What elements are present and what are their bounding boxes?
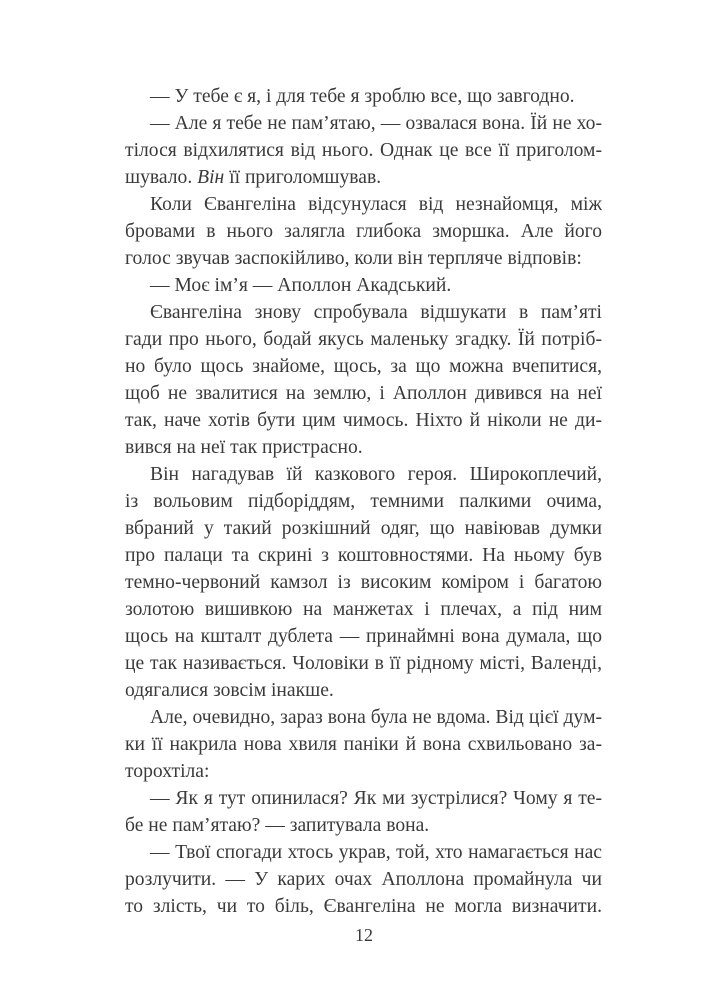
text-run: ки її накрила нова хвиля паніки й вона схвильовано за- [125, 734, 602, 755]
text-run: — Твої спогади хтось украв, той, хто намагається нас [150, 842, 602, 863]
text-run: бе не пам’ятаю? — запитувала вона. [125, 815, 430, 836]
text-line [125, 191, 602, 218]
text-line [125, 164, 602, 191]
text-run: Коли Євангеліна відсунулася від незнайомця, між [150, 194, 602, 215]
text-line [125, 623, 602, 650]
text-run: одягалися зовсім інакше. [125, 680, 334, 701]
text-run: її приголомшував. [224, 167, 382, 188]
text-run: тілося відхилятися від нього. Однак це все її приголом- [125, 140, 602, 161]
text-run: це так називається. Чоловіки в її рідному місті, Валенді, [125, 653, 602, 674]
text-run: бровами в нього залягла глибока зморшка. Але його [125, 221, 602, 242]
text-line [125, 596, 602, 623]
text-run: — Як я тут опинилася? Як ми зустрілися? Чому я те- [150, 788, 602, 809]
text-line [125, 326, 602, 353]
text-line [125, 569, 602, 596]
text-line [125, 299, 602, 326]
text-run: золотою вишивкою на манжетах і плечах, а під ним [125, 599, 602, 620]
text-run: темно-червоний камзол із високим коміром і багатою [125, 572, 602, 593]
text-line [125, 542, 602, 569]
text-run: голос звучав заспокійливо, коли він терпляче відповів: [125, 248, 582, 269]
text-line [125, 785, 602, 812]
text-run: Але, очевидно, зараз вона була не вдома. Від цієї дум- [150, 707, 602, 728]
text-line [125, 515, 602, 542]
text-run: торохтіла: [125, 761, 210, 782]
text-run: то злість, чи то біль, Євангеліна не могла визначити. [125, 896, 602, 917]
text-line [125, 407, 602, 434]
text-line [125, 272, 602, 299]
text-line [125, 110, 602, 137]
text-line [125, 353, 602, 380]
text-line [125, 758, 602, 785]
text-run: — Але я тебе не пам’ятаю, — озвалася вона. Їй не хо- [150, 113, 602, 134]
text-run: гади про нього, бодай якусь маленьку згадку. Їй потріб- [125, 329, 602, 350]
text-run: щоб не звалитися на землю, і Аполлон дивився на неї [125, 383, 602, 404]
text-line [125, 218, 602, 245]
text-line [125, 488, 602, 515]
text-line [125, 893, 602, 920]
text-run: вбраний у такий розкішний одяг, що навіював думки [125, 518, 602, 539]
text-line [125, 812, 602, 839]
page-number: 12 [355, 925, 373, 945]
text-run: Євангеліна знову спробувала відшукати в пам’яті [150, 302, 602, 323]
text-line [125, 380, 602, 407]
text-line [125, 650, 602, 677]
text-line [125, 137, 602, 164]
text-run: про палаци та скрині з коштовностями. На ньому був [125, 545, 602, 566]
text-run: вився на неї так пристрасно. [125, 437, 363, 458]
text-line [125, 245, 602, 272]
text-run: так, наче хотів бути цим чимось. Ніхто й ніколи не ди- [125, 410, 602, 431]
text-run: щось на кшталт дублета — принаймні вона думала, що [125, 626, 602, 647]
page-body-text [125, 83, 602, 920]
text-line [125, 434, 602, 461]
text-run: — Моє ім’я — Аполлон Акадський. [150, 275, 452, 296]
text-run: із вольовим підборіддям, темними палкими очима, [125, 491, 602, 512]
text-run: шувало. [125, 167, 198, 188]
text-line [125, 866, 602, 893]
text-line [125, 677, 602, 704]
text-line [125, 704, 602, 731]
text-line [125, 731, 602, 758]
text-line [125, 83, 602, 110]
italic-text-run: Він [197, 167, 225, 188]
text-line [125, 839, 602, 866]
text-line [125, 461, 602, 488]
text-run: — У тебе є я, і для тебе я зроблю все, що завгодно. [150, 86, 575, 107]
text-run: Він нагадував їй казкового героя. Широкоплечий, [150, 464, 602, 485]
text-run: розлучити. — У карих очах Аполлона промайнула чи [125, 869, 602, 890]
text-run: но було щось знайоме, щось, за що можна вчепитися, [125, 356, 602, 377]
